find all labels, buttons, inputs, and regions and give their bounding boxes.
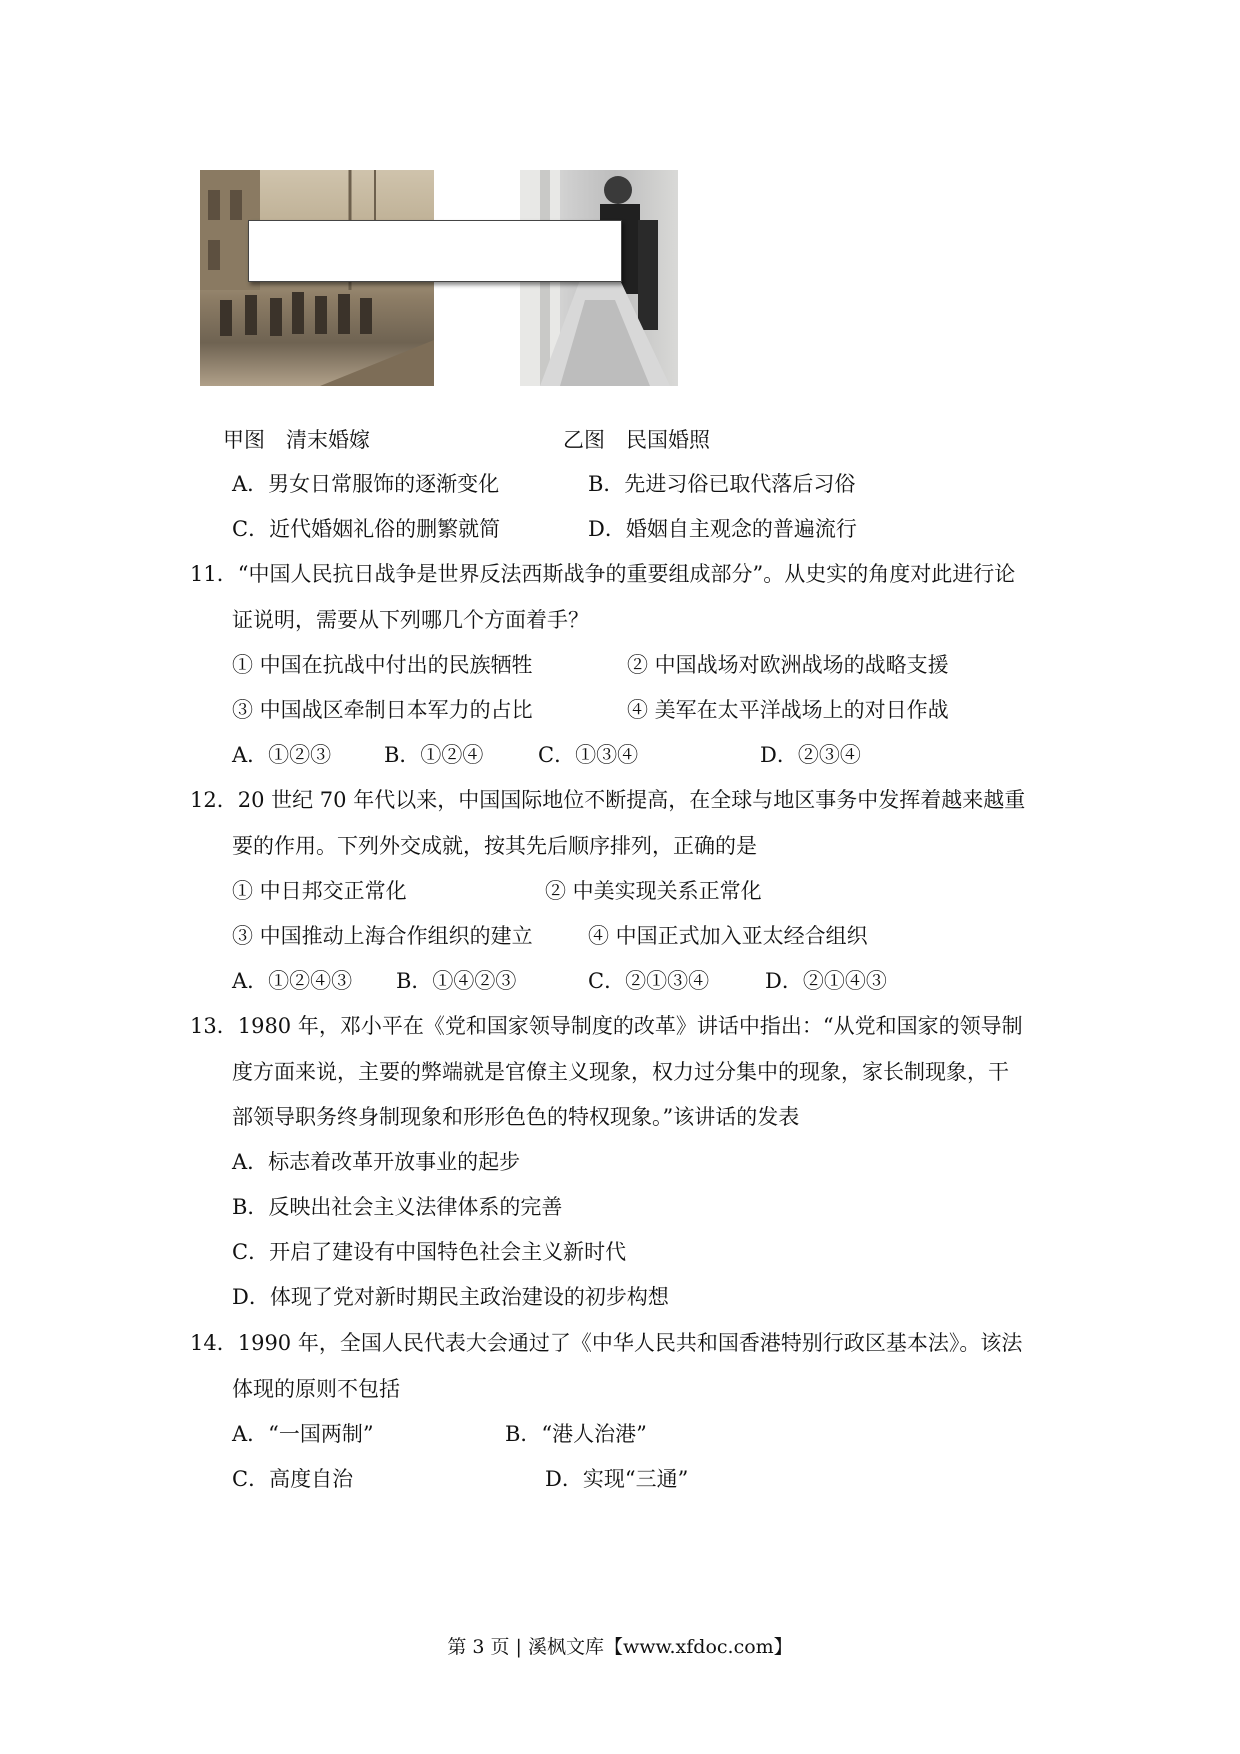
q14-option-d: D．实现“三通” <box>545 1467 689 1491</box>
q12-stem-line1: 12．20 世纪 70 年代以来，中国国际地位不断提高，在全球与地区事务中发挥着越来越重 <box>190 788 1026 812</box>
q11-option-d: D．②③④ <box>760 743 861 767</box>
q14-option-a: A．“一国两制” <box>232 1422 374 1446</box>
q12-item-2: ② 中美实现关系正常化 <box>545 879 762 903</box>
caption-jia: 甲图 清末婚嫁 <box>223 428 370 452</box>
q13-option-d: D．体现了党对新时期民主政治建设的初步构想 <box>232 1285 669 1309</box>
q13-stem-line2: 度方面来说，主要的弊端就是官僚主义现象，权力过分集中的现象，家长制现象，干 <box>232 1060 1009 1084</box>
q14-option-b: B．“港人治港” <box>505 1422 647 1446</box>
caption-yi: 乙图 民国婚照 <box>563 428 710 452</box>
q11-option-c: C．①③④ <box>538 743 639 767</box>
q11-stem-line1: 11．“中国人民抗日战争是世界反法西斯战争的重要组成部分”。从史实的角度对此进行论 <box>190 562 1016 586</box>
q13-option-a: A．标志着改革开放事业的起步 <box>232 1150 521 1174</box>
q11-item-4: ④ 美军在太平洋战场上的对日作战 <box>627 698 949 722</box>
q12-option-c: C．②①③④ <box>588 969 710 993</box>
q13-stem-line3: 部领导职务终身制现象和形形色色的特权现象。”该讲话的发表 <box>232 1105 800 1129</box>
page-footer: 第 3 页 | 溪枫文库【www.xfdoc.com】 <box>447 1636 793 1658</box>
q12-option-b: B．①④②③ <box>396 969 517 993</box>
q11-stem-line2: 证说明，需要从下列哪几个方面着手？ <box>232 608 589 632</box>
q12-stem-line2: 要的作用。下列外交成就，按其先后顺序排列，正确的是 <box>232 834 757 858</box>
q11-option-b: B．①②④ <box>384 743 484 767</box>
q13-stem-line1: 13．1980 年，邓小平在《党和国家领导制度的改革》讲话中指出：“从党和国家的领导制 <box>190 1014 1023 1038</box>
q13-option-b: B．反映出社会主义法律体系的完善 <box>232 1195 563 1219</box>
q12-item-3: ③ 中国推动上海合作组织的建立 <box>232 924 533 948</box>
q12-item-1: ① 中日邦交正常化 <box>232 879 407 903</box>
q12-option-a: A．①②④③ <box>232 969 353 993</box>
q11-option-a: A．①②③ <box>232 743 332 767</box>
q14-stem-line1: 14．1990 年，全国人民代表大会通过了《中华人民共和国香港特别行政区基本法》。该法 <box>190 1331 1023 1355</box>
q11-item-3: ③ 中国战区牵制日本军力的占比 <box>232 698 533 722</box>
q12-item-4: ④ 中国正式加入亚太经合组织 <box>588 924 868 948</box>
q11-item-1: ① 中国在抗战中付出的民族牺牲 <box>232 653 533 677</box>
q10-option-d: D．婚姻自主观念的普遍流行 <box>588 517 857 541</box>
q14-stem-line2: 体现的原则不包括 <box>232 1377 400 1401</box>
q10-option-a: A．男女日常服饰的逐渐变化 <box>232 472 500 496</box>
q11-item-2: ② 中国战场对欧洲战场的战略支援 <box>627 653 949 677</box>
q13-option-c: C．开启了建设有中国特色社会主义新时代 <box>232 1240 627 1264</box>
q14-option-c: C．高度自治 <box>232 1467 354 1491</box>
q12-option-d: D．②①④③ <box>765 969 887 993</box>
q10-option-c: C．近代婚姻礼俗的删繁就简 <box>232 517 501 541</box>
q10-option-b: B．先进习俗已取代落后习俗 <box>588 472 856 496</box>
image-overlay-blank-box <box>248 220 622 282</box>
